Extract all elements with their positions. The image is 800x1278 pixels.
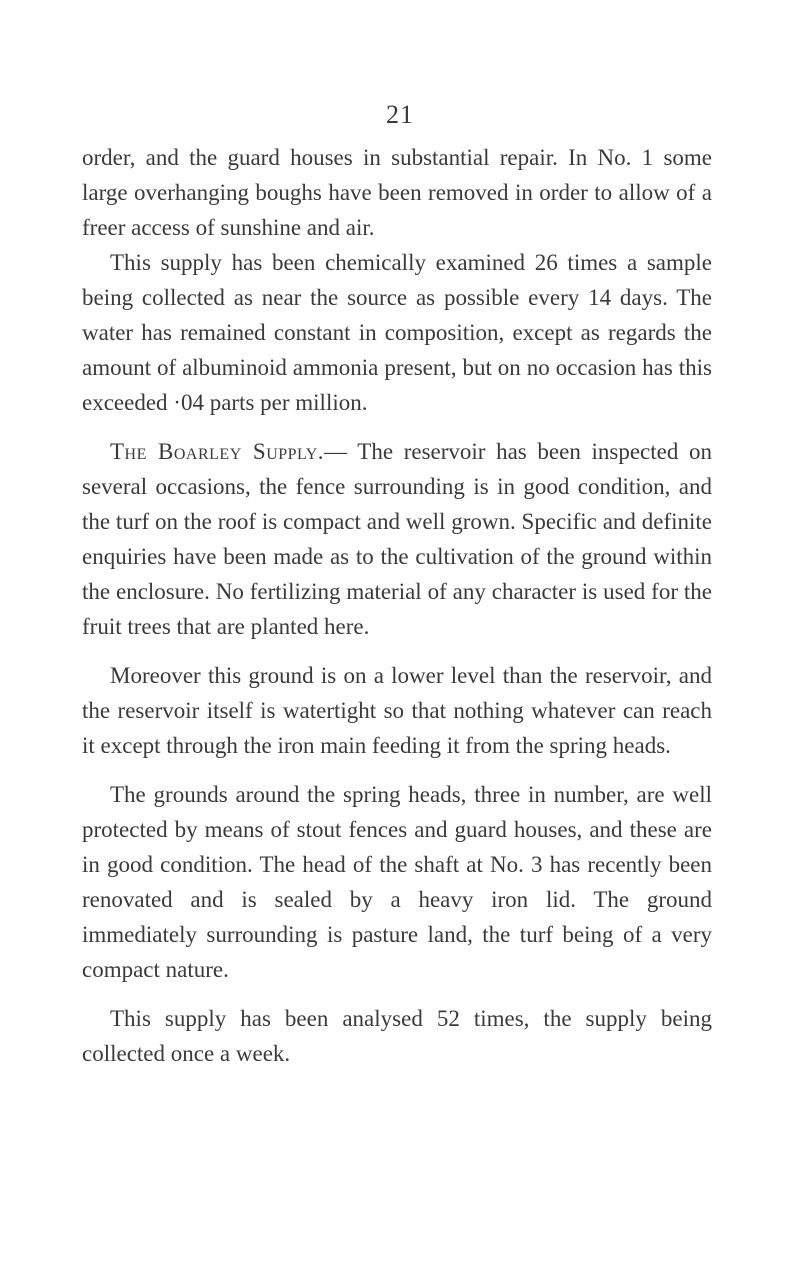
paragraph-5 (82, 777, 712, 987)
page-number: 21 (386, 100, 414, 129)
paragraph-5-text: The grounds around the spring heads, three in number, are well protected by means of stout fences and guard houses, and these are in good condition. The head of the shaft at No. 3 has recently been renovated and is sealed by a heavy iron lid. The ground immediately surrounding is pasture land, the turf being of a very compact nature. (82, 782, 712, 982)
paragraph-1 (82, 140, 712, 245)
paragraph-6-text: This supply has been analysed 52 times, the supply being collected once a week. (82, 1006, 712, 1066)
paragraph-3 (82, 434, 712, 644)
paragraph-4 (82, 658, 712, 763)
section-heading-boarley: The Boarley Supply. (110, 439, 325, 464)
paragraph-3-text: — The reservoir has been inspected on several occasions, the fence surrounding is in good condition, and the turf on the roof is compact and well grown. Specific and definite enquiries have been made as to the cultivation of the ground within the enclosure. No fertilizing material of any character is used for the fruit trees that are planted here. (82, 439, 712, 639)
paragraph-2-text: This supply has been chemically examined 26 times a sample being collected as near the source as possible every 14 days. The water has remained constant in composition, except as regards the amount of albuminoid ammonia present, but on no occasion has this exceeded ·04 parts per million. (82, 250, 712, 415)
paragraph-2 (82, 245, 712, 420)
paragraph-1-text: order, and the guard houses in substantial repair. In No. 1 some large overhanging boughs have been removed in order to allow of a freer access of sunshine and air. (82, 145, 712, 240)
body-text (82, 140, 712, 1071)
paragraph-4-text: Moreover this ground is on a lower level than the reservoir, and the reservoir itself is watertight so that nothing whatever can reach it except through the iron main feeding it from the spring heads. (82, 663, 712, 758)
paragraph-6 (82, 1001, 712, 1071)
